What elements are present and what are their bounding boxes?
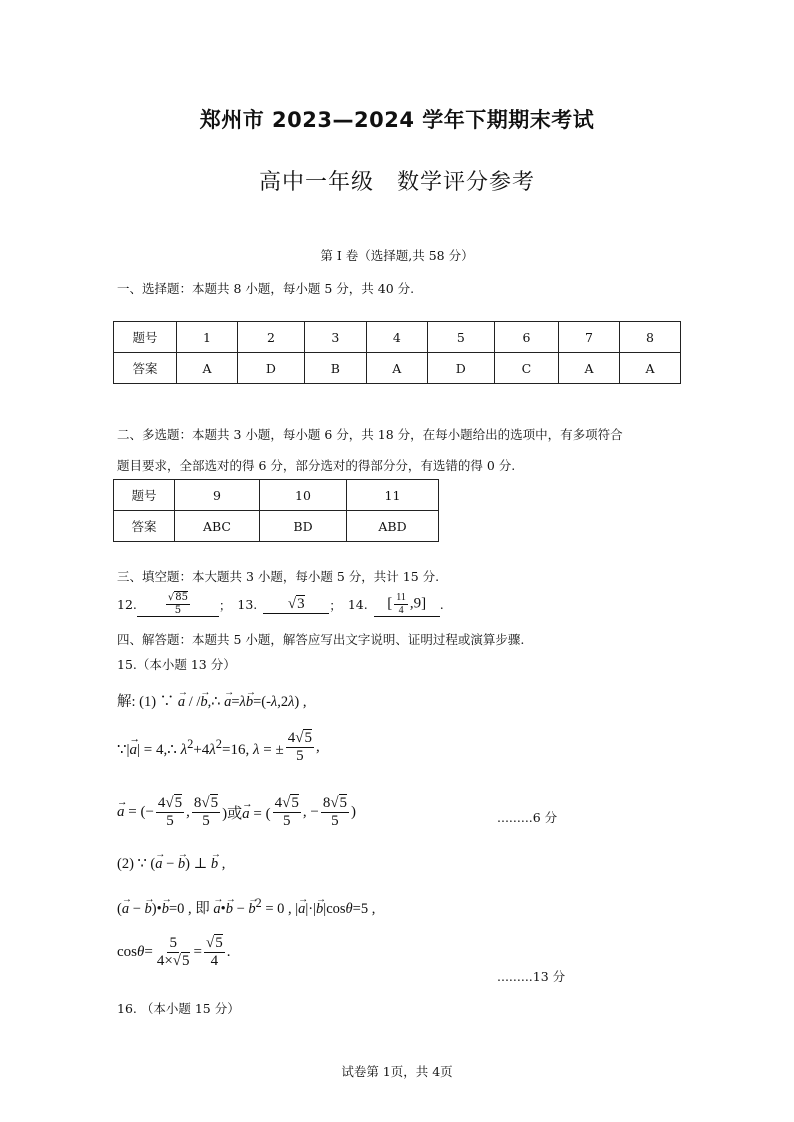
answer-cell: ABC (175, 511, 260, 542)
q16-label: 16. （本小题 15 分） (117, 1001, 240, 1016)
row-label: 答案 (114, 353, 177, 384)
q12-answer (137, 592, 219, 617)
q12-label: 12. (117, 597, 137, 612)
question-number: 10 (260, 480, 347, 511)
row-label: 题号 (114, 322, 177, 353)
q13-label: 13. (237, 597, 258, 612)
sqrt-icon: √ (167, 592, 175, 603)
exam-title: 郑州市 2023—2024 学年下期期末考试 (199, 108, 595, 132)
answer-cell: A (366, 353, 427, 384)
answer-cell: A (559, 353, 620, 384)
answer-cell: A (620, 353, 681, 384)
q12-fraction: $\frac{√85}{5}$ (167, 592, 188, 616)
multi-choice-answer-table (113, 479, 439, 542)
question-number: 2 (237, 322, 304, 353)
q15-line5: (→ a − → b)•→ b=0 , 即 → a•→ b − → $b^2 = 0$ , |→ a|·|→ b|cosθ=5 , (117, 896, 375, 918)
section4-heading: 四、解答题：本题共 5 小题，解答应写出文字说明、证明过程或演算步骤. (117, 632, 525, 647)
row-label: 答案 (114, 511, 175, 542)
question-number: 11 (347, 480, 439, 511)
answer-cell: D (427, 353, 494, 384)
question-number: 8 (620, 322, 681, 353)
answer-cell: C (494, 353, 558, 384)
question-number: 1 (177, 322, 238, 353)
q15-line3: → a = (− $\frac{4√5}{5}$ , $\frac{8√5}{5}$ )或→ a = ( $\frac{4√5}{5}$ , − $\frac{8√5}{5}$ ) (117, 795, 356, 831)
page-footer: 试卷第 1页，共 4页 (341, 1064, 453, 1079)
answer-cell: A (177, 353, 238, 384)
table-row (114, 511, 439, 542)
answer-cell: ABD (347, 511, 439, 542)
answer-cell: B (304, 353, 366, 384)
separator: ； (218, 597, 232, 613)
q15-score-1: .........6 分 (497, 810, 558, 825)
question-number: 6 (494, 322, 558, 353)
q13-answer: √3 (263, 596, 329, 614)
end-mark: . (439, 597, 444, 612)
q14-answer: [ $\frac{11}{4}$ ,9] (374, 592, 440, 617)
question-number: 9 (175, 480, 260, 511)
q15-line4: (2) ∵ (→ a − → b) ⊥ → b , (117, 856, 225, 873)
section1-heading: 一、选择题：本题共 8 小题，每小题 5 分，共 40 分. (117, 281, 415, 296)
q14-label: 14. (347, 597, 368, 612)
section3-heading: 三、填空题：本大题共 3 小题，每小题 5 分，共计 15 分. (117, 569, 440, 584)
exam-subtitle: 高中一年级 数学评分参考 (258, 170, 535, 195)
question-number: 5 (427, 322, 494, 353)
fill-blank-answers (117, 592, 444, 617)
table-row (114, 322, 681, 353)
table-row (114, 480, 439, 511)
question-number: 4 (366, 322, 427, 353)
choice-answer-table (113, 321, 681, 384)
section2-heading-line1: 二、多选题：本题共 3 小题，每小题 6 分，共 18 分，在每小题给出的选项中，有多项符合 (117, 427, 623, 442)
row-label: 题号 (114, 480, 175, 511)
question-number: 3 (304, 322, 366, 353)
question-number: 7 (559, 322, 620, 353)
table-row (114, 353, 681, 384)
answer-cell: D (237, 353, 304, 384)
volume-heading: 第 I 卷（选择题,共 58 分） (320, 248, 474, 263)
answer-cell: BD (260, 511, 347, 542)
q15-line1: 解: (1) ∵ → a / /→ b,∴ → a=λ→ b=(-λ,2λ) , (117, 690, 306, 711)
q15-line2: ∵|→ a| = 4,∴ $\lambda^2+4\lambda^2=16$, λ = ± $\frac{4√5}{5}$ , (117, 730, 320, 766)
q15-line6: cosθ= $\frac{5}{4\times√5}$ = $\frac{√5}{4}$ . (117, 935, 231, 970)
separator: ； (329, 597, 342, 613)
section2-heading-line2: 题目要求，全部选对的得 6 分，部分选对的得部分分，有选错的得 0 分. (117, 458, 516, 473)
q15-label: 15.（本小题 13 分） (117, 657, 236, 672)
sqrt-icon: √ (287, 595, 297, 612)
q15-score-2: .........13 分 (497, 969, 566, 984)
